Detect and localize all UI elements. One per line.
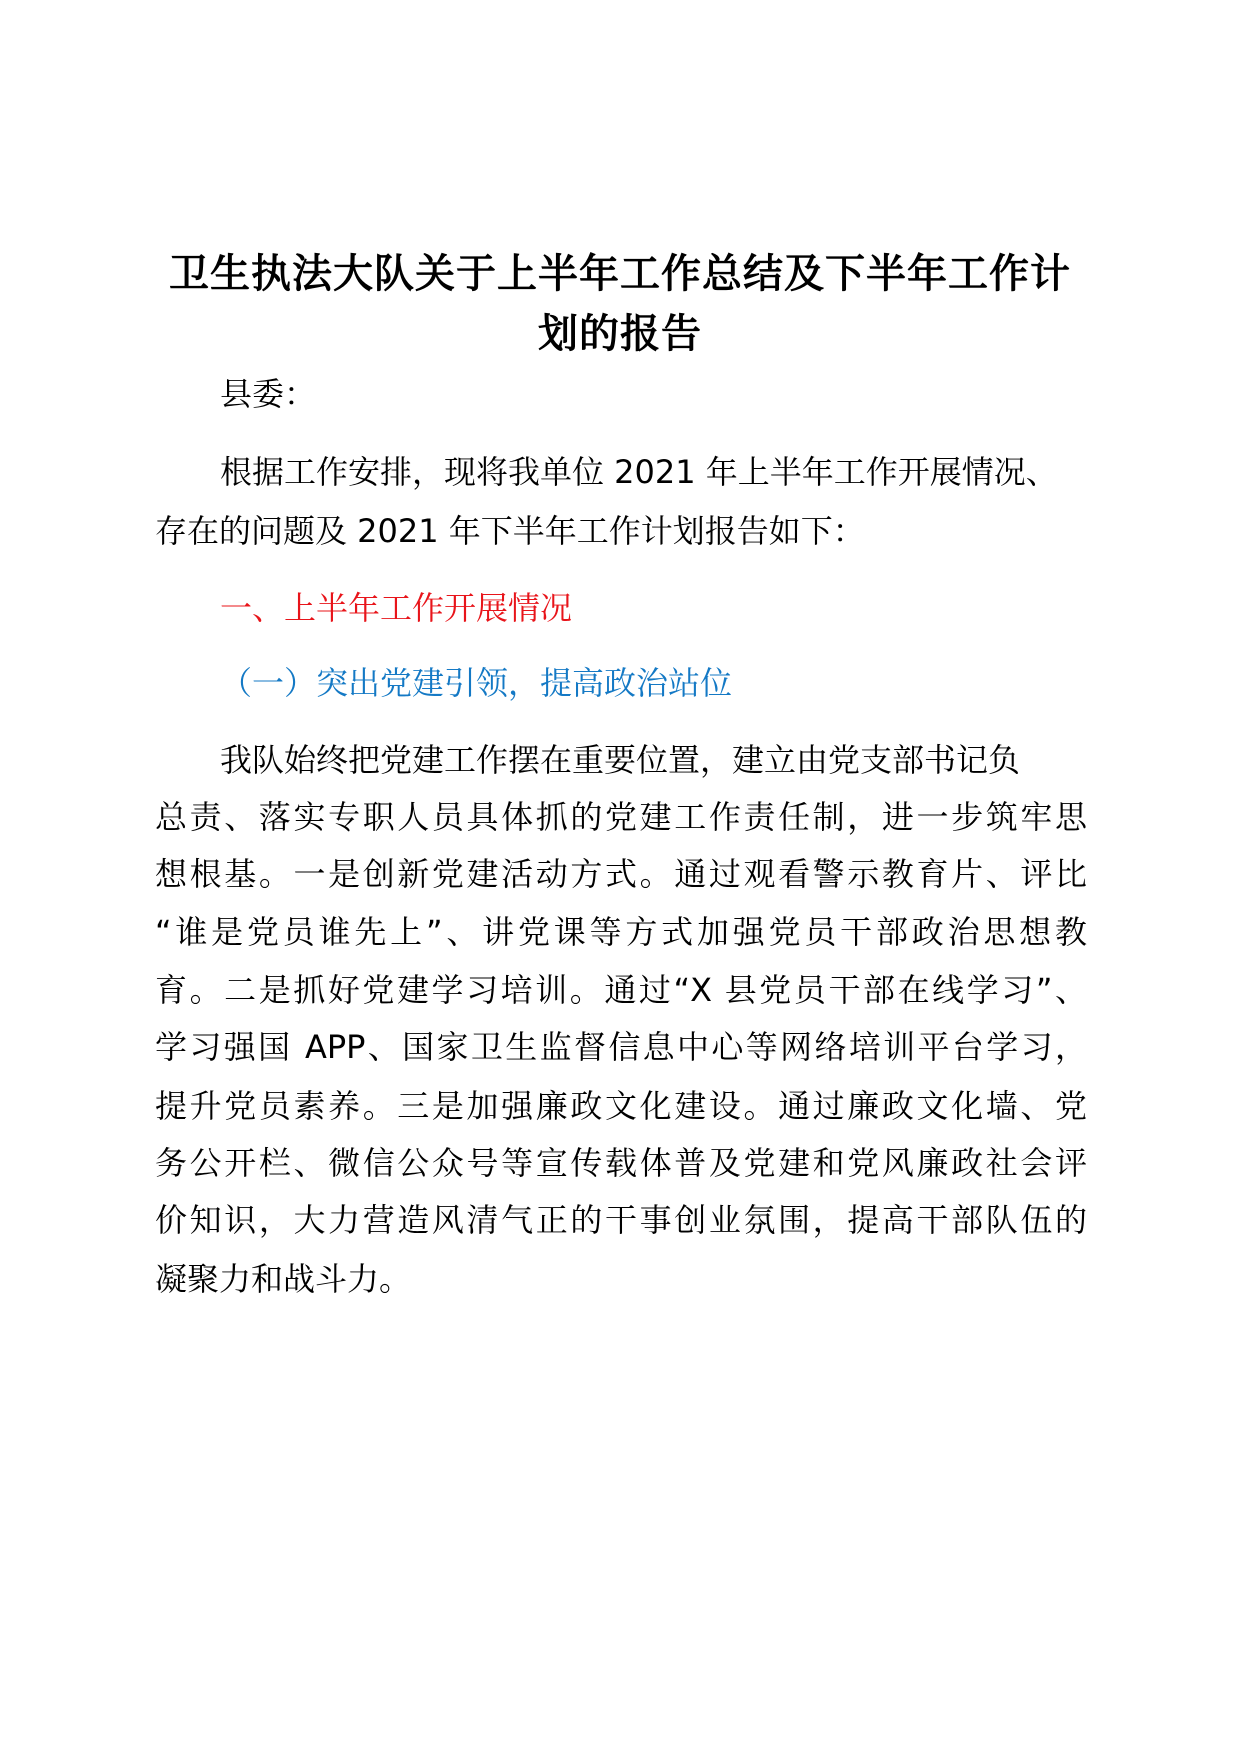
- salutation: 县委：: [220, 375, 317, 413]
- paragraph-line: 务公开栏、微信公众号等宣传载体普及党建和党风廉政社会评: [155, 1144, 1087, 1182]
- document-title: 卫生执法大队关于上半年工作总结及下半年工作计划的报告: [169, 251, 1071, 357]
- section-heading: 一、上半年工作开展情况: [220, 589, 573, 627]
- paragraph-line: 价知识，大力营造风清气正的干事创业氛围，提高干部队伍的: [155, 1201, 1087, 1239]
- subsection-heading: （一）突出党建引领，提高政治站位: [220, 664, 733, 702]
- intro-line: 存在的问题及 2021 年下半年工作计划报告如下：: [155, 512, 865, 550]
- paragraph-line: 凝聚力和战斗力。: [155, 1260, 412, 1298]
- paragraph-line: 学习强国 APP、国家卫生监督信息中心等网络培训平台学习，: [155, 1028, 1087, 1066]
- paragraph-line: “谁是党员谁先上”、讲党课等方式加强党员干部政治思想教: [155, 913, 1087, 951]
- paragraph-line: 总责、落实专职人员具体抓的党建工作责任制，进一步筑牢思: [155, 798, 1087, 836]
- intro-line: 根据工作安排，现将我单位 2021 年上半年工作开展情况、: [220, 453, 1058, 491]
- paragraph-line: 育。二是抓好党建学习培训。通过“X 县党员干部在线学习”、: [155, 971, 1087, 1009]
- paragraph-line: 我队始终把党建工作摆在重要位置，建立由党支部书记负: [220, 741, 1021, 779]
- paragraph-line: 提升党员素养。三是加强廉政文化建设。通过廉政文化墙、党: [155, 1087, 1087, 1125]
- paragraph-line: 想根基。一是创新党建活动方式。通过观看警示教育片、评比: [155, 855, 1087, 893]
